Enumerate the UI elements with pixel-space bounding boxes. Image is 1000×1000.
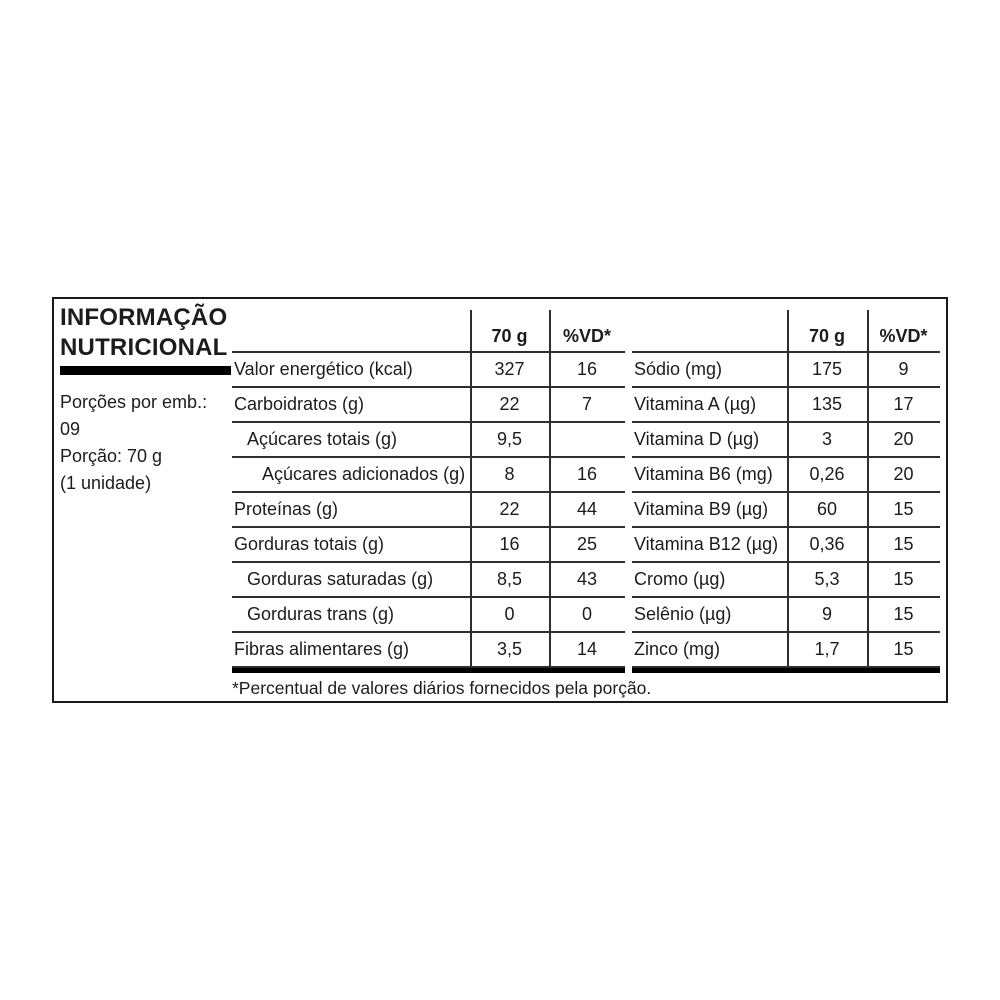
nutrient-label: Vitamina B9 (µg) bbox=[634, 499, 769, 519]
amount-value: 135 bbox=[811, 394, 843, 414]
nutrient-label: Vitamina A (µg) bbox=[634, 394, 757, 414]
amount-value: 9,5 bbox=[496, 429, 523, 449]
nutrient-label: Gorduras trans (g) bbox=[247, 604, 395, 624]
column-header-amount: 70 g bbox=[808, 326, 846, 346]
dv-value: 15 bbox=[893, 499, 914, 519]
daily-value-footnote: *Percentual de valores diários fornecidos pela porção. bbox=[232, 678, 652, 698]
dv-value: 15 bbox=[893, 604, 914, 624]
nutrient-label: Açúcares totais (g) bbox=[247, 429, 398, 449]
dv-value: 25 bbox=[576, 534, 598, 554]
column-divider bbox=[787, 310, 789, 668]
dv-value: 7 bbox=[581, 394, 592, 414]
amount-value: 8,5 bbox=[496, 569, 523, 589]
amount-value: 22 bbox=[499, 499, 520, 519]
dv-value: 43 bbox=[576, 569, 598, 589]
dv-value: 17 bbox=[893, 394, 914, 414]
amount-value: 0,36 bbox=[809, 534, 845, 554]
amount-value: 3,5 bbox=[496, 639, 523, 659]
amount-value: 175 bbox=[811, 359, 843, 379]
table-row bbox=[632, 493, 940, 528]
servings-per-pack-value: 09 bbox=[60, 419, 81, 439]
servings-per-pack-label: Porções por emb.: bbox=[60, 392, 208, 412]
table-row bbox=[632, 528, 940, 563]
table-bottom-rule bbox=[232, 668, 625, 673]
nutrient-label: Gorduras totais (g) bbox=[234, 534, 385, 554]
nutrition-facts-panel bbox=[52, 297, 948, 703]
amount-value: 0,26 bbox=[809, 464, 845, 484]
column-divider bbox=[867, 310, 869, 668]
table-row bbox=[232, 353, 625, 388]
table-row bbox=[232, 528, 625, 563]
table-row bbox=[632, 423, 940, 458]
panel-title-line2: NUTRICIONAL bbox=[60, 334, 228, 361]
nutrient-label: Proteínas (g) bbox=[234, 499, 339, 519]
column-header-amount: 70 g bbox=[491, 326, 528, 346]
table-row bbox=[632, 388, 940, 423]
table-row bbox=[232, 423, 625, 458]
table-bottom-rule bbox=[632, 668, 940, 673]
table-row bbox=[232, 458, 625, 493]
nutrient-label: Cromo (µg) bbox=[634, 569, 726, 589]
dv-value: 9 bbox=[898, 359, 909, 379]
amount-value: 16 bbox=[499, 534, 520, 554]
table-row bbox=[632, 563, 940, 598]
amount-value: 22 bbox=[499, 394, 520, 414]
dv-value: 16 bbox=[576, 359, 598, 379]
nutrient-label: Gorduras saturadas (g) bbox=[247, 569, 434, 589]
amount-value: 3 bbox=[821, 429, 832, 449]
dv-value: 15 bbox=[893, 534, 914, 554]
column-divider bbox=[470, 310, 472, 668]
dv-value: 20 bbox=[893, 429, 914, 449]
table-header-row bbox=[632, 299, 940, 353]
nutrient-label: Vitamina B6 (mg) bbox=[634, 464, 773, 484]
amount-value: 1,7 bbox=[814, 639, 840, 659]
dv-value: 0 bbox=[581, 604, 592, 624]
table-row bbox=[232, 598, 625, 633]
amount-value: 0 bbox=[504, 604, 515, 624]
amount-value: 8 bbox=[504, 464, 515, 484]
nutrient-label: Valor energético (kcal) bbox=[234, 359, 413, 379]
dv-value: 16 bbox=[576, 464, 598, 484]
table-row bbox=[632, 353, 940, 388]
panel-title-line1: INFORMAÇÃO bbox=[60, 304, 228, 331]
portion-size: Porção: 70 g bbox=[60, 446, 163, 466]
table-row bbox=[232, 633, 625, 668]
column-header-dv: %VD* bbox=[562, 326, 611, 346]
title-divider-bar bbox=[60, 366, 231, 375]
dv-value: 14 bbox=[576, 639, 598, 659]
column-divider bbox=[549, 310, 551, 668]
table-row bbox=[232, 388, 625, 423]
dv-value: 15 bbox=[893, 639, 914, 659]
amount-value: 60 bbox=[816, 499, 838, 519]
dv-value: 15 bbox=[893, 569, 914, 589]
table-row bbox=[632, 458, 940, 493]
nutrient-label: Sódio (mg) bbox=[634, 359, 723, 379]
dv-value: 20 bbox=[893, 464, 914, 484]
nutrition-table-right bbox=[632, 299, 940, 668]
amount-value: 5,3 bbox=[814, 569, 840, 589]
nutrient-label: Selênio (µg) bbox=[634, 604, 732, 624]
nutrient-label: Vitamina D (µg) bbox=[634, 429, 760, 449]
portion-unit: (1 unidade) bbox=[60, 473, 152, 493]
column-header-dv: %VD* bbox=[879, 326, 928, 346]
dv-value: 44 bbox=[576, 499, 598, 519]
nutrient-label: Carboidratos (g) bbox=[234, 394, 365, 414]
table-row bbox=[232, 563, 625, 598]
table-row bbox=[632, 598, 940, 633]
nutrient-label: Fibras alimentares (g) bbox=[234, 639, 410, 659]
table-row bbox=[632, 633, 940, 668]
panel-title bbox=[60, 303, 240, 363]
amount-value: 9 bbox=[821, 604, 832, 624]
amount-value: 327 bbox=[494, 359, 525, 379]
nutrient-label: Zinco (mg) bbox=[634, 639, 721, 659]
nutrient-label: Vitamina B12 (µg) bbox=[634, 534, 779, 554]
nutrient-label: Açúcares adicionados (g) bbox=[262, 464, 466, 484]
serving-info bbox=[60, 389, 236, 497]
table-header-row bbox=[232, 299, 625, 353]
table-row bbox=[232, 493, 625, 528]
nutrition-table-left bbox=[232, 299, 625, 668]
